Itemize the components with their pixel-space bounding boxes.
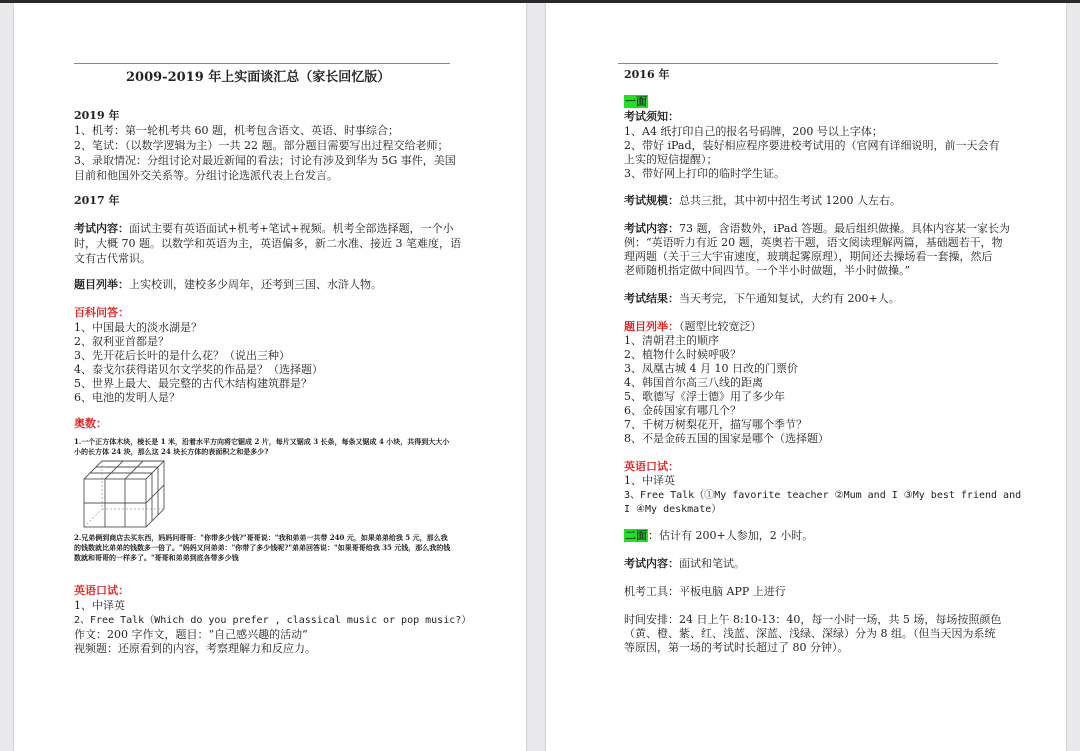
scale-line: 考试规模：总共三批，其中初中招生考试 1200 人左右。	[624, 194, 901, 207]
example-item-4: 4、韩国首尔高三八线的距离	[624, 376, 763, 389]
example-item-5: 5、歌德写《浮士德》用了多少年	[624, 390, 785, 403]
encyclopedia-item-2: 2、叙利亚首都是？	[74, 335, 169, 348]
exam-content-label: 考试内容：	[74, 222, 129, 235]
example-item-6: 6、金砖国家有哪几个？	[624, 404, 741, 417]
notice-heading: 考试须知：	[624, 110, 679, 123]
round-2-label: 二面	[625, 529, 647, 542]
left-page	[14, 3, 526, 751]
cube-figure	[80, 457, 172, 531]
example-item-7: 7、千树万树梨花开，描写哪个季节？	[624, 418, 807, 431]
y2017-examples: 题目列举：上实校训，建校多少周年，还考到三国、水浒人物。	[74, 278, 382, 291]
notice-line-3: 上实的短信提醒）；	[624, 153, 718, 166]
math-question-1: 1.一个正方体木块，棱长是 1 米，沿着水平方向将它锯成 2 片，每片又锯成 3 长条，每条又锯成 4 小块，共得到大大小小的长方体 24 块，那么这 24 块长方体的表面积之和是多少?	[74, 437, 450, 456]
encyclopedia-item-5: 5、世界上最大、最完整的古代木结构建筑群是？	[74, 377, 312, 390]
encyclopedia-item-4: 4、泰戈尔获得诺贝尔文学奖的作品是？（选择题）	[74, 363, 323, 376]
scale-label: 考试规模：	[624, 194, 679, 207]
math-question-2: 2.兄弟俩到商店去买东西，妈妈问哥哥："你带多少钱?"哥哥说："我和弟弟一共带 240 元，如果弟弟给我 5 元，那么我的钱数就比弟弟的钱数多一倍了。"妈妈又问弟弟："你带了多少钱呢?"弟弟回答说："如果哥哥给我 35 元钱，那么我的钱数就和哥哥的一样多了。"哥哥和弟弟到底各带多少钱	[74, 533, 451, 562]
y2017-content-line-2: 时，大概 70 题。以数学和英语为主，英语偏多，新二水准、接近 3 笔难度，语	[74, 237, 461, 250]
y2019-line-1: 1、机考：第一轮机考共 60 题，机考包含语文、英语、时事综合；	[74, 124, 399, 137]
example-item-1: 1、清朝君主的顺序	[624, 334, 719, 347]
examples-heading: 题目列举：（题型比较宽泛）	[624, 320, 762, 333]
round-2-line: 二面：估计有 200+人参加，2 小时。	[625, 529, 814, 542]
right-page	[546, 3, 1066, 751]
notice-line-2: 2、带好 iPad，装好相应程序要进校考试用的（官网有详细说明，前一天会有	[624, 139, 1000, 152]
content-line-1: 考试内容：73 题，含语数外，iPad 答题。最后组织做操。具体内容某一家长为	[624, 222, 1011, 235]
tools-line: 机考工具：平板电脑 APP 上进行	[624, 585, 786, 598]
content2-label: 考试内容：	[624, 557, 679, 570]
content-line-4: 老师随机指定做中间四节。一个半小时做题，半小时做操。”	[624, 264, 911, 277]
y2017-content-line-1: 考试内容：面试主要有英语面试+机考+笔试+视频。机考全部选择题，一个小	[74, 222, 454, 235]
encyclopedia-heading: 百科问答：	[74, 306, 129, 319]
oral-right-item-3: I ④My deskmate）	[624, 504, 722, 515]
example-item-2: 2、植物什么时候呼吸？	[624, 348, 741, 361]
schedule-line-2: （黄、橙、紫、红、浅蓝、深蓝、浅绿、深绿）分为 8 组。（但当天因为系统	[624, 627, 996, 640]
document-title: 2009-2019 年上实面谈汇总（家长回忆版）	[126, 70, 391, 85]
examples-label: 题目列举：	[74, 278, 129, 291]
round-1-label: 一面	[625, 95, 647, 108]
oral-item-2: 2、Free Talk（Which do you prefer , classical music or pop music?）	[74, 615, 472, 626]
math-heading: 奥数：	[74, 417, 107, 430]
encyclopedia-item-6: 6、电池的发明人是？	[74, 391, 180, 404]
schedule-line-1: 时间安排：24 日上午 8:10-13：40，每一小时一场，共 5 场，每场按照颜色	[624, 613, 1002, 626]
oral-right-item-1: 1、中译英	[624, 474, 675, 487]
oral-item-1: 1、中译英	[74, 599, 125, 612]
y2019-line-3: 3、录取情况：分组讨论对最近新闻的看法；讨论有涉及到华为 5G 事件，美国	[74, 154, 456, 167]
y2017-content-line-3: 文有古代常识。	[74, 252, 151, 265]
oral-exam-heading-right: 英语口试：	[624, 460, 679, 473]
content-label: 考试内容：	[624, 222, 679, 235]
notice-line-1: 1、A4 纸打印自己的报名号码牌，200 号以上字体；	[624, 125, 883, 138]
content2-line: 考试内容：面试和笔试。	[624, 557, 745, 570]
result-label: 考试结果：	[624, 292, 679, 305]
oral-exam-heading: 英语口试：	[74, 584, 129, 597]
year-2019-heading: 2019 年	[74, 109, 120, 122]
header-rule	[74, 63, 450, 64]
example-item-8: 8、不是金砖五国的国家是哪个（选择题）	[624, 432, 829, 445]
year-2016-heading: 2016 年	[624, 68, 670, 81]
y2019-line-4: 目前和他国外交关系等。分组讨论选派代表上台发言。	[74, 169, 338, 182]
oral-right-item-2: 3、Free Talk（①My favorite teacher ②Mum and I ③My best friend and	[624, 490, 1022, 501]
video-line: 视频题：还原看到的内容，考察理解力和反应力。	[74, 642, 316, 655]
header-rule-right	[618, 63, 998, 64]
example-item-3: 3、凤凰古城 4 月 10 日改的门票价	[624, 362, 798, 375]
year-2017-heading: 2017 年	[74, 194, 120, 207]
schedule-line-3: 等原因，第一场的考试时长超过了 80 分钟）。	[624, 641, 849, 654]
essay-line: 作文：200 字作文，题目：“自己感兴趣的活动”	[74, 628, 308, 641]
encyclopedia-item-1: 1、中国最大的淡水湖是？	[74, 321, 202, 334]
notice-line-4: 3、带好网上打印的临时学生证。	[624, 167, 785, 180]
y2019-line-2: 2、笔试：（以数学逻辑为主）一共 22 题。部分题目需要写出过程交给老师；	[74, 139, 449, 152]
content-line-2: 例：“英语听力有近 20 题，英奥若干题，语文阅读理解两篇，基础题若干，物	[624, 236, 1003, 249]
result-line: 考试结果：当天考完，下午通知复试，大约有 200+人。	[624, 292, 900, 305]
encyclopedia-item-3: 3、先开花后长叶的是什么花？（说出三种）	[74, 349, 290, 362]
content-line-3: 理两题（关于三大宇宙速度，玻璃起雾原理），期间还去操场看一套操，然后	[624, 250, 993, 263]
